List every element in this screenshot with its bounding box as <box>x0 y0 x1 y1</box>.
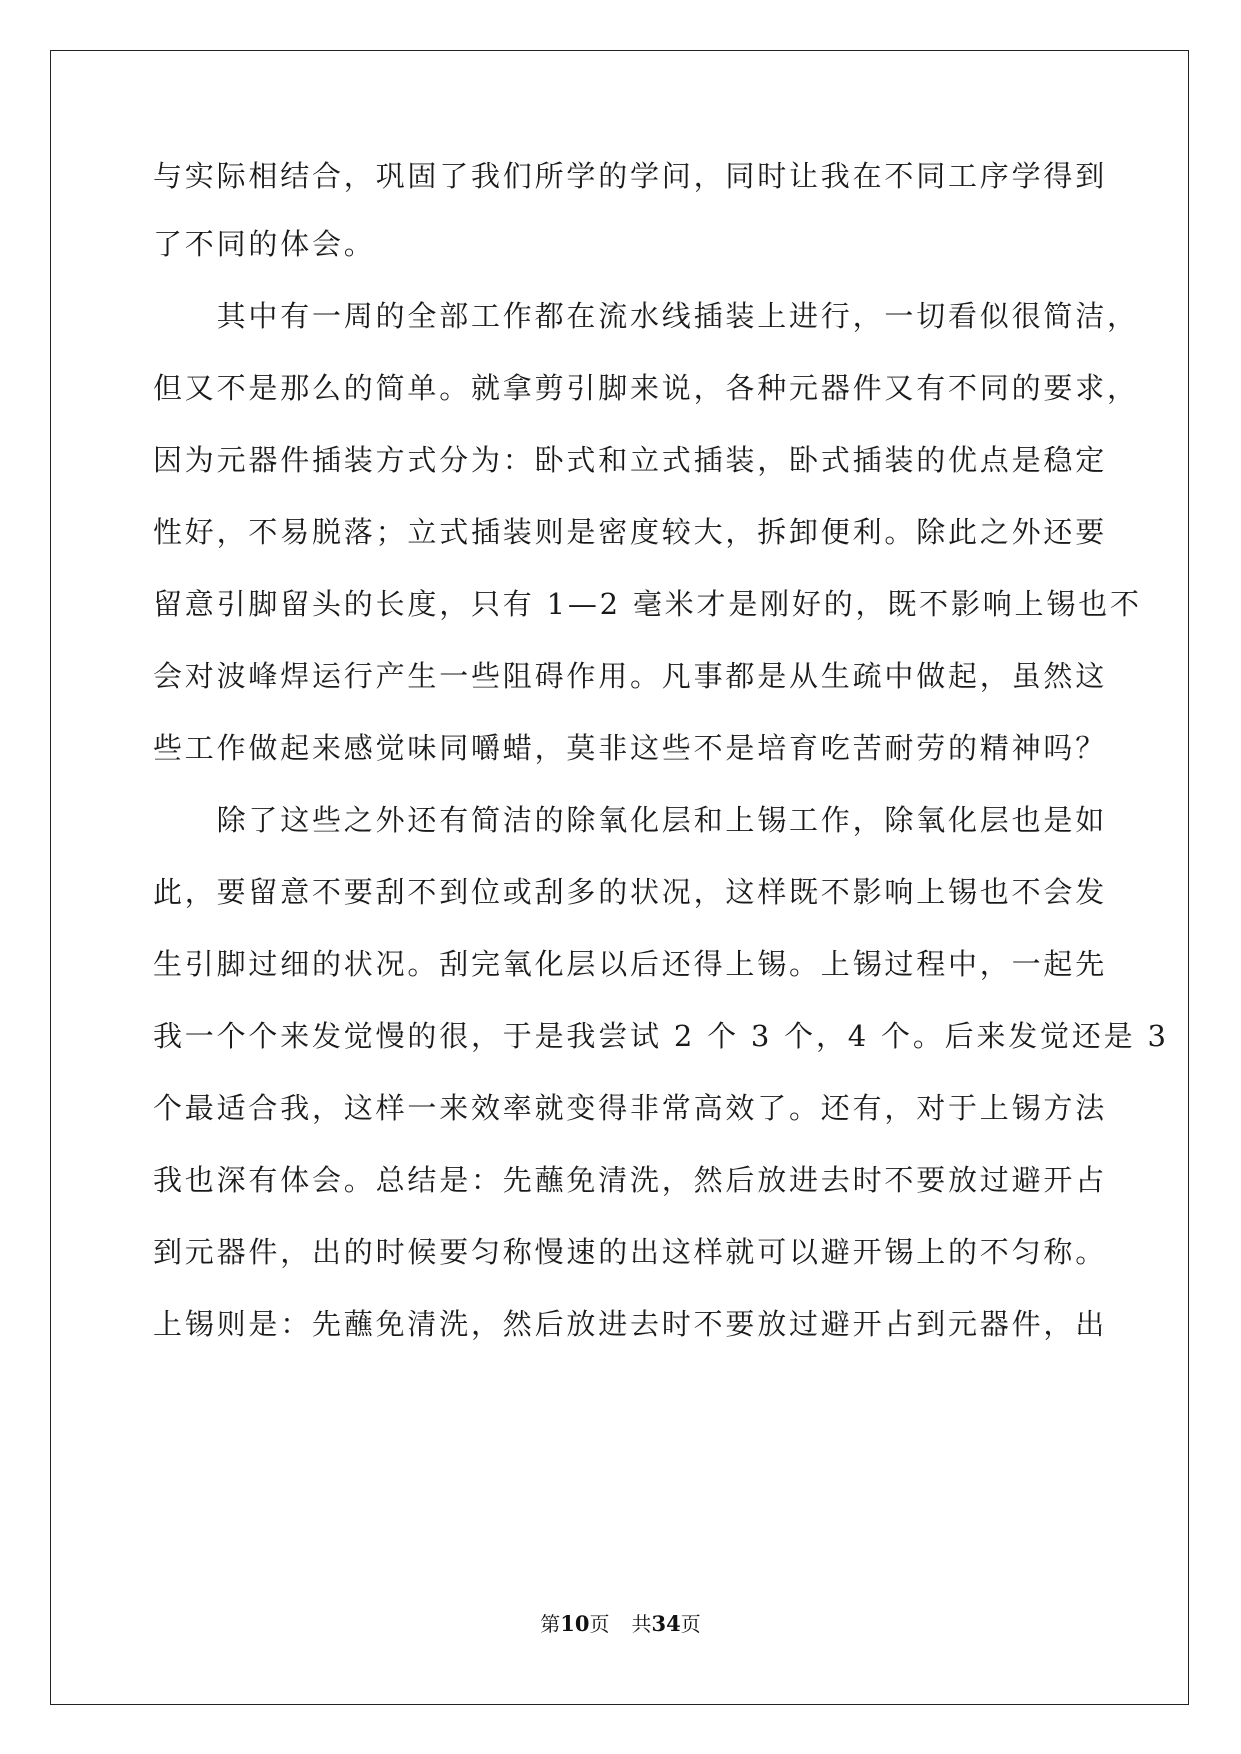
body-line-15: 我也深有体会。总结是：先蘸免清洗，然后放进去时不要放过避开占 <box>153 1163 1108 1197</box>
body-line-6: 性好，不易脱落；立式插装则是密度较大，拆卸便利。除此之外还要 <box>153 515 1108 549</box>
footer-page-suffix: 页 <box>589 1612 610 1636</box>
body-line-12: 生引脚过细的状况。刮完氧化层以后还得上锡。上锡过程中，一起先 <box>153 947 1108 981</box>
footer-total-suffix: 页 <box>680 1612 701 1636</box>
body-line-14: 个最适合我，这样一来效率就变得非常高效了。还有，对于上锡方法 <box>153 1091 1108 1125</box>
body-line-11: 此，要留意不要刮不到位或刮多的状况，这样既不影响上锡也不会发 <box>153 875 1108 909</box>
body-line-1: 与实际相结合，巩固了我们所学的学问，同时让我在不同工序学得到 <box>153 159 1108 193</box>
body-line-7: 留意引脚留头的长度，只有 1—2 毫米才是刚好的，既不影响上锡也不 <box>153 587 1142 621</box>
body-line-3: 其中有一周的全部工作都在流水线插装上进行，一切看似很简洁， <box>153 299 1139 333</box>
footer-page-prefix: 第 <box>540 1612 561 1636</box>
body-line-16: 到元器件，出的时候要匀称慢速的出这样就可以避开锡上的不匀称。 <box>153 1235 1108 1269</box>
footer-total-prefix: 共 <box>631 1612 652 1636</box>
body-line-10: 除了这些之外还有简洁的除氧化层和上锡工作，除氧化层也是如 <box>153 803 1108 837</box>
body-line-9: 些工作做起来感觉味同嚼蜡，莫非这些不是培育吃苦耐劳的精神吗？ <box>153 731 1108 765</box>
body-line-13: 我一个个来发觉慢的很，于是我尝试 2 个 3 个，4 个。后来发觉还是 3 <box>153 1019 1169 1053</box>
body-line-2: 了不同的体会。 <box>153 227 376 261</box>
page-footer <box>0 1611 1241 1637</box>
body-line-4: 但又不是那么的简单。就拿剪引脚来说，各种元器件又有不同的要求， <box>153 371 1139 405</box>
footer-page-total: 34 <box>651 1611 681 1636</box>
body-line-8: 会对波峰焊运行产生一些阻碍作用。凡事都是从生疏中做起，虽然这 <box>153 659 1108 693</box>
body-line-5: 因为元器件插装方式分为：卧式和立式插装，卧式插装的优点是稳定 <box>153 443 1108 477</box>
body-line-17: 上锡则是：先蘸免清洗，然后放进去时不要放过避开占到元器件，出 <box>153 1307 1108 1341</box>
footer-page-current: 10 <box>560 1611 590 1636</box>
